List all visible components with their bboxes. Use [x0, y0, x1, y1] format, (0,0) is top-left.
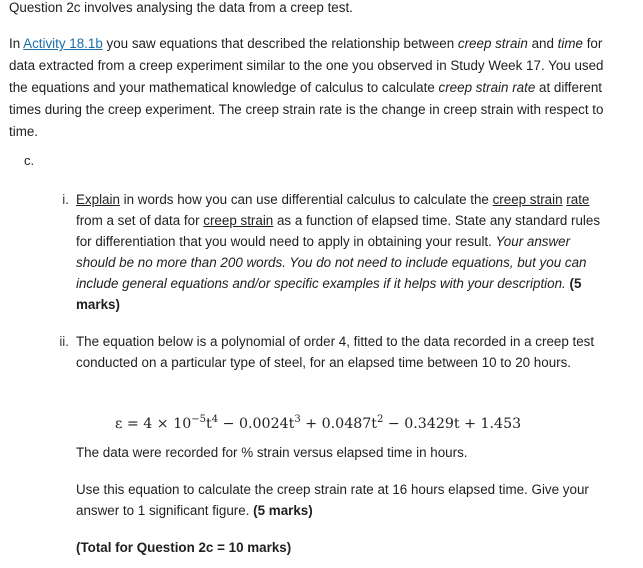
- intro-text: at different times during the creep experiment. The creep strain rate is the change in creep strain with respect to time.: [9, 80, 604, 139]
- marks-label: (5 marks): [76, 276, 582, 312]
- eq-part: ε = 4 × 10: [115, 416, 192, 432]
- item-text: in words how you can use differential calculus to calculate the: [119, 192, 493, 207]
- item-text: as a function of elapsed time. State any standard rules for differentiation that you would need to apply in obtaining your result.: [76, 213, 601, 249]
- item-ii-text: The equation below is a polynomial of order 4, fitted to the data recorded in a creep test conducted on a particular type of steel, for an elapsed time between 10 to 20 hours.: [76, 334, 595, 370]
- item-text: from a set of data for: [76, 213, 204, 228]
- eq-exponent: 4: [211, 414, 219, 425]
- item-number: ii.: [59, 334, 69, 349]
- question-item-i: [51, 189, 601, 315]
- eq-part: − 0.3429t + 1.453: [383, 416, 522, 432]
- intro-term-creep-strain: creep strain: [457, 36, 528, 51]
- glossary-creep-strain[interactable]: creep strain: [492, 192, 563, 207]
- data-note: The data were recorded for % strain versus elapsed time in hours.: [76, 445, 468, 460]
- intro-text: and: [527, 36, 554, 51]
- intro-term-creep-strain-rate: creep strain rate: [438, 80, 536, 95]
- intro-text: for data extracted from a creep experiment similar to the one you observed in Study Week 17. You used the equations and your mathematical knowledge of calculus to calculate: [9, 36, 604, 95]
- eq-part: − 0.0024t: [218, 416, 295, 432]
- glossary-rate[interactable]: rate: [566, 192, 590, 207]
- intro-term-time: time: [557, 36, 583, 51]
- intro-title: Question 2c involves analysing the data from a creep test.: [9, 0, 353, 15]
- intro-text: In: [9, 36, 24, 51]
- intro-paragraph: [9, 33, 609, 143]
- activity-link[interactable]: Activity 18.1b: [23, 36, 103, 51]
- intro-text: you saw equations that described the relationship between: [102, 36, 458, 51]
- question-item-ii: [51, 331, 601, 373]
- eq-exponent: −5: [191, 414, 206, 425]
- instruction-text: Use this equation to calculate the creep strain rate at 16 hours elapsed time. Give your answer to 1 significant figure.: [76, 482, 589, 518]
- eq-part: + 0.0487t: [300, 416, 377, 432]
- polynomial-equation: [115, 409, 521, 435]
- glossary-creep-strain-2[interactable]: creep strain: [203, 213, 274, 228]
- eq-part: t: [206, 416, 212, 432]
- part-label: c.: [24, 153, 35, 168]
- marks-label: (5 marks): [249, 503, 313, 518]
- use-equation-instruction: [76, 479, 611, 521]
- word-limit-note: Your answer should be no more than 200 words. You do not need to include equations, but you can include general equations and/or specific examples if it helps with your description.: [76, 234, 587, 291]
- eq-exponent: 3: [294, 414, 301, 425]
- eq-exponent: 2: [376, 414, 384, 425]
- glossary-explain[interactable]: Explain: [76, 192, 120, 207]
- total-marks: (Total for Question 2c = 10 marks): [76, 540, 292, 555]
- item-number: i.: [62, 192, 69, 207]
- item-i-text: [76, 189, 601, 315]
